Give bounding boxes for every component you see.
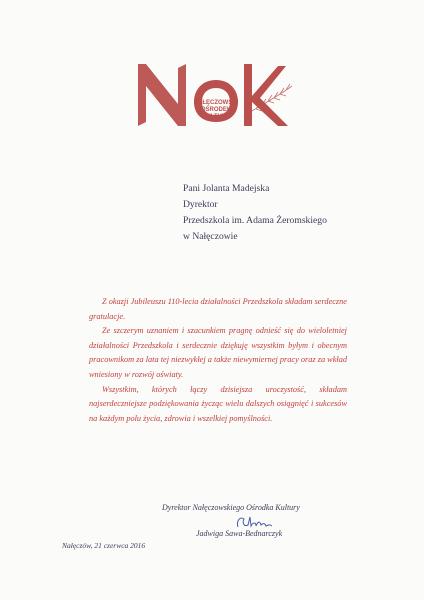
logo-line1: NAŁĘCZOWSKI xyxy=(193,100,239,106)
place-date: Nałęczów, 21 czerwca 2016 xyxy=(62,541,146,550)
signatory-name: Jadwiga Sawa-Bednarczyk xyxy=(196,529,283,538)
logo-line3: KULTURY xyxy=(202,114,230,120)
paragraph-thanks: Ze szczerym uznaniem i szacunkiem pragnę odnieść się do wieloletniej działalności Przedszkola i serdecznie dziękuję wszystkim byłym i obecnym pracownikom za lata tej niezwykłej a także niewymiernej pracy oraz za wkład wniesiony w rozwój oświaty. xyxy=(89,326,347,379)
paragraph-wishes: Wszystkim, których łączy dzisiejsza uroczystość, składam najserdeczniejsze podziękowania życząc wielu dalszych osiągnięć i sukcesów na każdym polu życia, zdrowia i wszelkiej pomyślności. xyxy=(89,384,347,423)
letter-body xyxy=(89,295,347,426)
recipient-institution: Przedszkola im. Adama Żeromskiego xyxy=(183,215,327,226)
recipient-name: Pani Jolanta Madejska xyxy=(183,183,270,194)
signatory-title: Dyrektor Nałęczowskiego Ośrodka Kultury xyxy=(162,503,300,512)
paragraph-congratulations: Z okazji Jubileuszu 110-lecia działalności Przedszkola składam serdeczne gratulacje. xyxy=(89,297,347,321)
recipient-location: w Nałęczowie xyxy=(183,231,238,242)
recipient-title: Dyrektor xyxy=(183,199,218,210)
recipient-block xyxy=(183,181,327,245)
logo-line2: OŚRODEK xyxy=(200,107,232,113)
nok-logo xyxy=(132,56,302,136)
